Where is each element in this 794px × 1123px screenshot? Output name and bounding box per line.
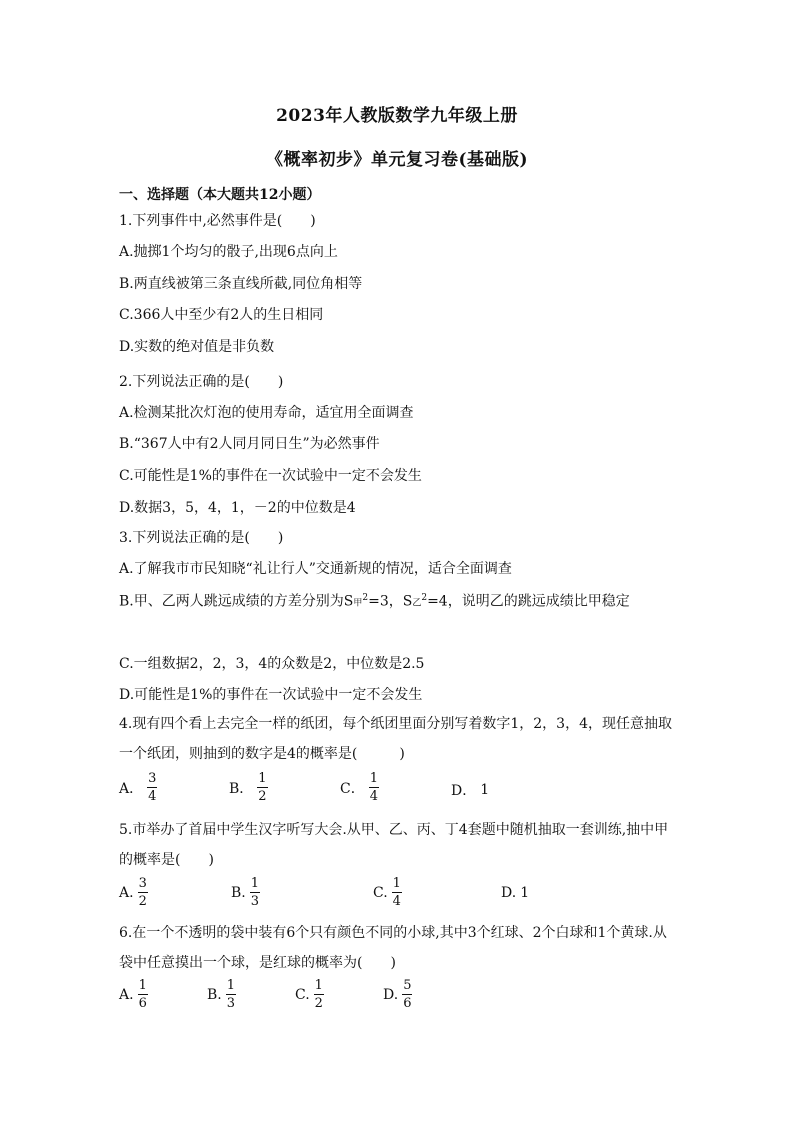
q2-option-b: B.“367人中有2人同月同日生”为必然事件 <box>119 436 380 452</box>
q4-option-a: A． $\frac{3}{4}$ <box>119 771 157 804</box>
q5-option-a: A. $\frac{3}{2}$ <box>119 876 147 909</box>
q5-option-b: B. $\frac{1}{3}$ <box>231 876 260 909</box>
q3-option-a: A.了解我市市民知晓“礼让行人”交通新规的情况，适合全面调查 <box>119 561 512 577</box>
q3-stem: 3.下列说法正确的是( ) <box>119 530 284 546</box>
document-title: 2023年人教版数学九年级上册 <box>276 106 518 126</box>
q6-stem: 6.在一个不透明的袋中装有6个只有颜色不同的小球,其中3个红球、2个白球和1个黄球.从袋中任意摸出一个球，是红球的概率为( ) <box>119 925 667 971</box>
q1-option-c: C.366人中至少有2人的生日相同 <box>119 307 324 323</box>
fraction: $\frac{3}{2}$ <box>138 876 147 909</box>
q5-options <box>119 875 679 919</box>
section-heading: 一、选择题（本大题共12小题） <box>119 187 321 203</box>
fraction: $\frac{1}{2}$ <box>314 978 323 1011</box>
q4-option-d: D． 1 <box>451 782 490 799</box>
q2-option-c: C.可能性是1%的事件在一次试验中一定不会发生 <box>119 468 422 484</box>
q4-options <box>119 770 679 814</box>
q6-options <box>119 977 679 1021</box>
document-subtitle: 《概率初步》单元复习卷(基础版) <box>265 150 529 170</box>
fraction: $\frac{1}{2}$ <box>258 771 267 804</box>
fraction: $\frac{1}{4}$ <box>392 876 401 909</box>
fraction: $\frac{3}{4}$ <box>148 771 157 804</box>
q1-option-b: B.两直线被第三条直线所截,同位角相等 <box>119 276 363 292</box>
q5-option-d: D. 1 <box>501 885 530 901</box>
q3-option-b: B.甲、乙两人跳远成绩的方差分别为S甲$^2$=3，S乙$^2$=4，说明乙的跳远成绩比甲稳定 <box>119 593 630 610</box>
q2-option-d: D.数据3，5，4，1，－2的中位数是4 <box>119 500 356 516</box>
q1-option-d: D.实数的绝对值是非负数 <box>119 339 275 355</box>
q2-stem: 2.下列说法正确的是( ) <box>119 374 284 390</box>
fraction: $\frac{1}{3}$ <box>250 876 260 909</box>
q5-option-c: C. $\frac{1}{4}$ <box>373 876 401 909</box>
q3-option-d: D.可能性是1%的事件在一次试验中一定不会发生 <box>119 687 423 703</box>
q1-stem: 1.下列事件中,必然事件是( ) <box>119 213 316 229</box>
q5-stem: 5.市举办了首届中学生汉字听写大会.从甲、乙、丙、丁4套题中随机抽取一套训练,抽中甲的概率是( ) <box>119 822 669 868</box>
q6-option-b: B. $\frac{1}{3}$ <box>207 978 236 1011</box>
q1-option-a: A.抛掷1个均匀的骰子,出现6点向上 <box>119 244 338 260</box>
q4-stem: 4.现有四个看上去完全一样的纸团，每个纸团里面分别写着数字1，2，3，4，现任意抽取一个纸团，则抽到的数字是4的概率是( ) <box>119 716 672 762</box>
q6-option-d: D. $\frac{5}{6}$ <box>383 978 412 1011</box>
q3-option-c: C.一组数据2，2，3，4的众数是2，中位数是2.5 <box>119 656 425 672</box>
q6-option-c: C. $\frac{1}{2}$ <box>295 978 323 1011</box>
q6-option-a: A. $\frac{1}{6}$ <box>119 978 147 1011</box>
q2-option-a: A.检测某批次灯泡的使用寿命，适宜用全面调查 <box>119 405 414 421</box>
fraction: $\frac{1}{4}$ <box>369 771 378 804</box>
fraction: $\frac{5}{6}$ <box>403 978 412 1011</box>
fraction: $\frac{1}{6}$ <box>138 978 147 1011</box>
q4-option-c: C． $\frac{1}{4}$ <box>340 771 378 804</box>
q4-option-b: B． $\frac{1}{2}$ <box>229 771 267 804</box>
fraction: $\frac{1}{3}$ <box>226 978 236 1011</box>
